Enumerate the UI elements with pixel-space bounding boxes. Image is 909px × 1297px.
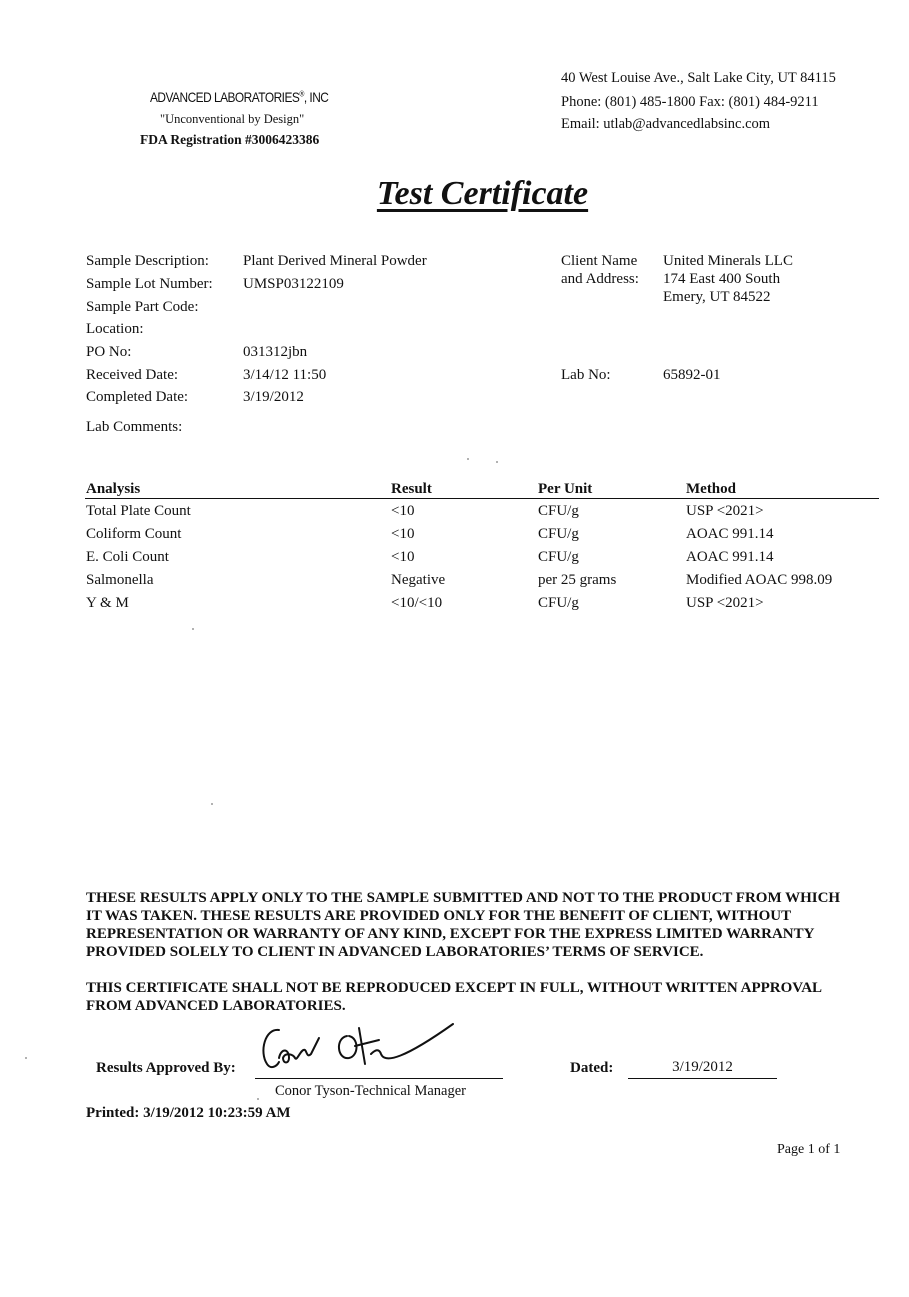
fda-registration: FDA Registration #3006423386 <box>140 132 320 147</box>
completed-date-value: 3/19/2012 <box>243 389 304 405</box>
lab-no-label: Lab No: <box>561 367 611 383</box>
table-cell-method: AOAC 991.14 <box>686 549 774 565</box>
table-cell-result: <10/<10 <box>391 595 443 611</box>
table-cell-analysis: Coliform Count <box>86 526 182 542</box>
table-cell-method: USP <2021> <box>686 503 764 519</box>
company-name: ADVANCED LABORATORIES®, INC <box>150 89 329 105</box>
sample-lot-value: UMSP03122109 <box>243 276 344 292</box>
column-header-analysis: Analysis <box>86 481 141 497</box>
scan-speck <box>25 1057 27 1059</box>
column-header-per-unit: Per Unit <box>538 481 593 497</box>
lab-phone-fax: Phone: (801) 485-1800 Fax: (801) 484-9211 <box>561 94 819 110</box>
table-cell-method: AOAC 991.14 <box>686 526 774 542</box>
scan-speck <box>467 458 469 460</box>
table-cell-analysis: Total Plate Count <box>86 503 191 519</box>
client-address-label: and Address: <box>561 271 639 287</box>
scan-speck <box>192 628 194 630</box>
page-number: Page 1 of 1 <box>777 1142 841 1157</box>
table-cell-result: Negative <box>391 572 446 588</box>
table-cell-unit: CFU/g <box>538 549 579 565</box>
scan-speck <box>257 1098 259 1100</box>
disclaimer-paragraph: THESE RESULTS APPLY ONLY TO THE SAMPLE SUBMITTED AND NOT TO THE PRODUCT FROM WHICH IT WAS TAKEN. THESE RESULTS ARE PROVIDED ONLY FOR THE BENEFIT OF CLIENT, WITHOUT REPRESENTATION OR WARRANTY OF ANY KIND, EXCEPT FOR THE EXPRESS LIMITED WARRANTY PROVIDED SOLELY TO CLIENT IN ADVANCED LABORATORIES’ TERMS OF SERVICE. <box>86 890 841 960</box>
completed-date-label: Completed Date: <box>86 389 189 405</box>
location-label: Location: <box>86 321 144 337</box>
client-name-label: Client Name <box>561 253 638 269</box>
signature-image <box>255 1018 465 1080</box>
table-cell-unit: CFU/g <box>538 595 579 611</box>
client-street-value: 174 East 400 South <box>663 271 781 287</box>
po-label: PO No: <box>86 344 132 360</box>
table-cell-result: <10 <box>391 549 415 565</box>
table-cell-analysis: Y & M <box>86 595 129 611</box>
received-date-label: Received Date: <box>86 367 179 383</box>
dated-value: 3/19/2012 <box>672 1059 733 1075</box>
table-cell-unit: per 25 grams <box>538 572 617 588</box>
sample-description-value: Plant Derived Mineral Powder <box>243 253 427 269</box>
dated-line <box>628 1078 777 1079</box>
results-approved-by-label: Results Approved By: <box>96 1060 236 1076</box>
po-value: 031312jbn <box>243 344 308 360</box>
signature-line <box>255 1078 503 1079</box>
table-cell-analysis: E. Coli Count <box>86 549 169 565</box>
scan-speck <box>496 461 498 463</box>
column-header-result: Result <box>391 481 432 497</box>
table-cell-result: <10 <box>391 503 415 519</box>
scan-speck <box>211 803 213 805</box>
lab-email: Email: utlab@advancedlabsinc.com <box>561 116 771 132</box>
lab-comments-label: Lab Comments: <box>86 419 183 435</box>
table-cell-method: Modified AOAC 998.09 <box>686 572 833 588</box>
signer-name-title: Conor Tyson-Technical Manager <box>275 1083 466 1099</box>
table-header-rule <box>85 498 879 499</box>
sample-description-label: Sample Description: <box>86 253 209 269</box>
sample-part-code-label: Sample Part Code: <box>86 299 199 315</box>
lab-no-value: 65892-01 <box>663 367 721 383</box>
dated-label: Dated: <box>570 1060 614 1076</box>
sample-lot-label: Sample Lot Number: <box>86 276 213 292</box>
table-cell-analysis: Salmonella <box>86 572 154 588</box>
table-cell-result: <10 <box>391 526 415 542</box>
column-header-method: Method <box>686 481 736 497</box>
client-city-value: Emery, UT 84522 <box>663 289 771 305</box>
table-cell-unit: CFU/g <box>538 503 579 519</box>
printed-timestamp: Printed: 3/19/2012 10:23:59 AM <box>86 1105 291 1121</box>
client-name-value: United Minerals LLC <box>663 253 793 269</box>
lab-address: 40 West Louise Ave., Salt Lake City, UT 84115 <box>561 70 836 86</box>
received-date-value: 3/14/12 11:50 <box>243 367 327 383</box>
table-cell-unit: CFU/g <box>538 526 579 542</box>
table-cell-method: USP <2021> <box>686 595 764 611</box>
company-tagline: "Unconventional by Design" <box>160 112 305 126</box>
reproduction-notice: THIS CERTIFICATE SHALL NOT BE REPRODUCED EXCEPT IN FULL, WITHOUT WRITTEN APPROVAL FROM ADVANCED LABORATORIES. <box>86 980 822 1014</box>
document-title: Test Certificate <box>376 175 589 212</box>
